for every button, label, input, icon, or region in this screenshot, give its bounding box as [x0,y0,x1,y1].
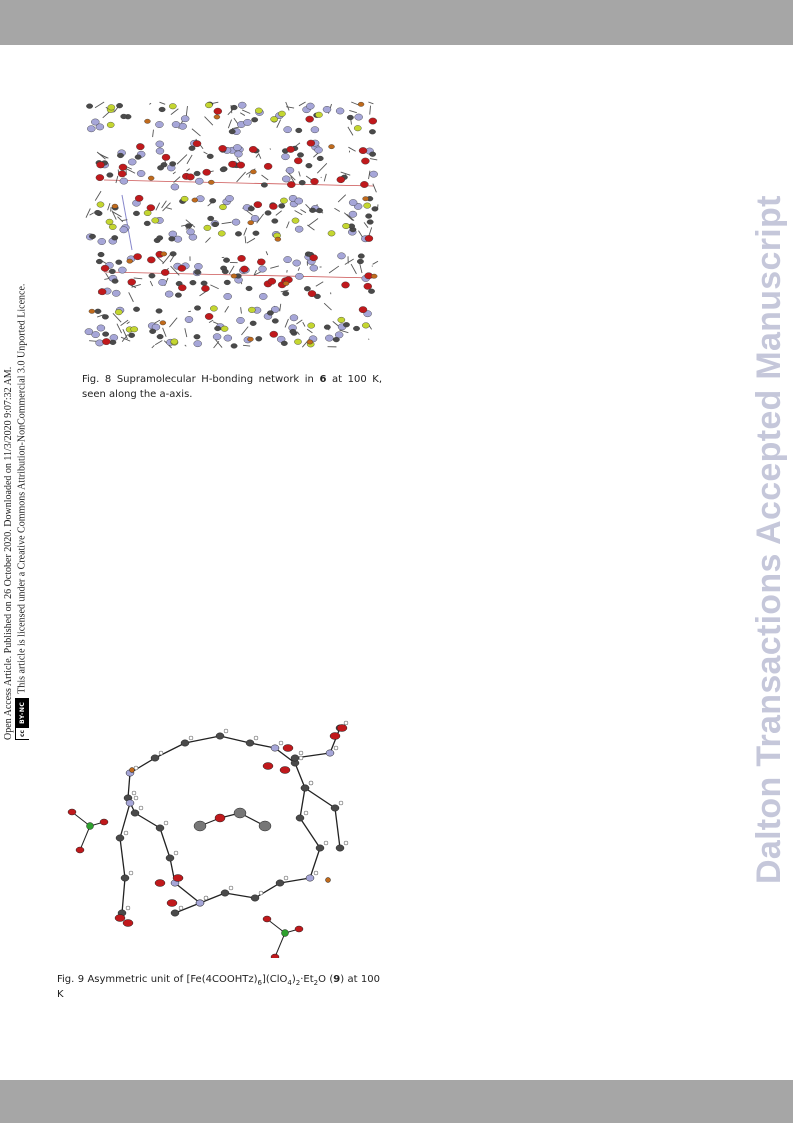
crystal-packing-diagram [84,100,380,350]
figure-8-image [84,100,380,350]
compound-ref: 6 [319,374,327,385]
footer-bar [0,1080,793,1123]
license-text: This article is licensed under a Creative Commons Attribution-NonCommercial 3.0 Unported Licence. [16,283,28,694]
asymmetric-unit-diagram [60,708,370,958]
figure-9-label: Fig. 9 [57,974,85,985]
packing-bonds [86,102,378,348]
figure-9-image [60,708,370,958]
open-access-notice [2,284,29,740]
notice-line-1: Open Access Article. Published on 26 October 2020. Downloaded on 11/3/2020 9:07:32 AM. [3,366,14,740]
cc-license-badge-icon[interactable]: cc BY-NC [15,698,29,740]
compound-ref: 9 [333,974,341,985]
notice-line-2 [15,284,29,740]
figure-8-caption: Fig. 8 Supramolecular H-bonding network in 6 at 100 K, seen along the a-axis. [82,374,382,400]
header-bar [0,0,793,45]
figure-8-label: Fig. 8 [82,374,112,385]
figure-9-caption: Fig. 9 Asymmetric unit of $[Fe(4COOHTz)_6](ClO_4)_2\cdot Et_2O$ (9) at 100 K [57,974,380,1000]
journal-watermark: Dalton Transactions Accepted Manuscript [750,195,788,884]
